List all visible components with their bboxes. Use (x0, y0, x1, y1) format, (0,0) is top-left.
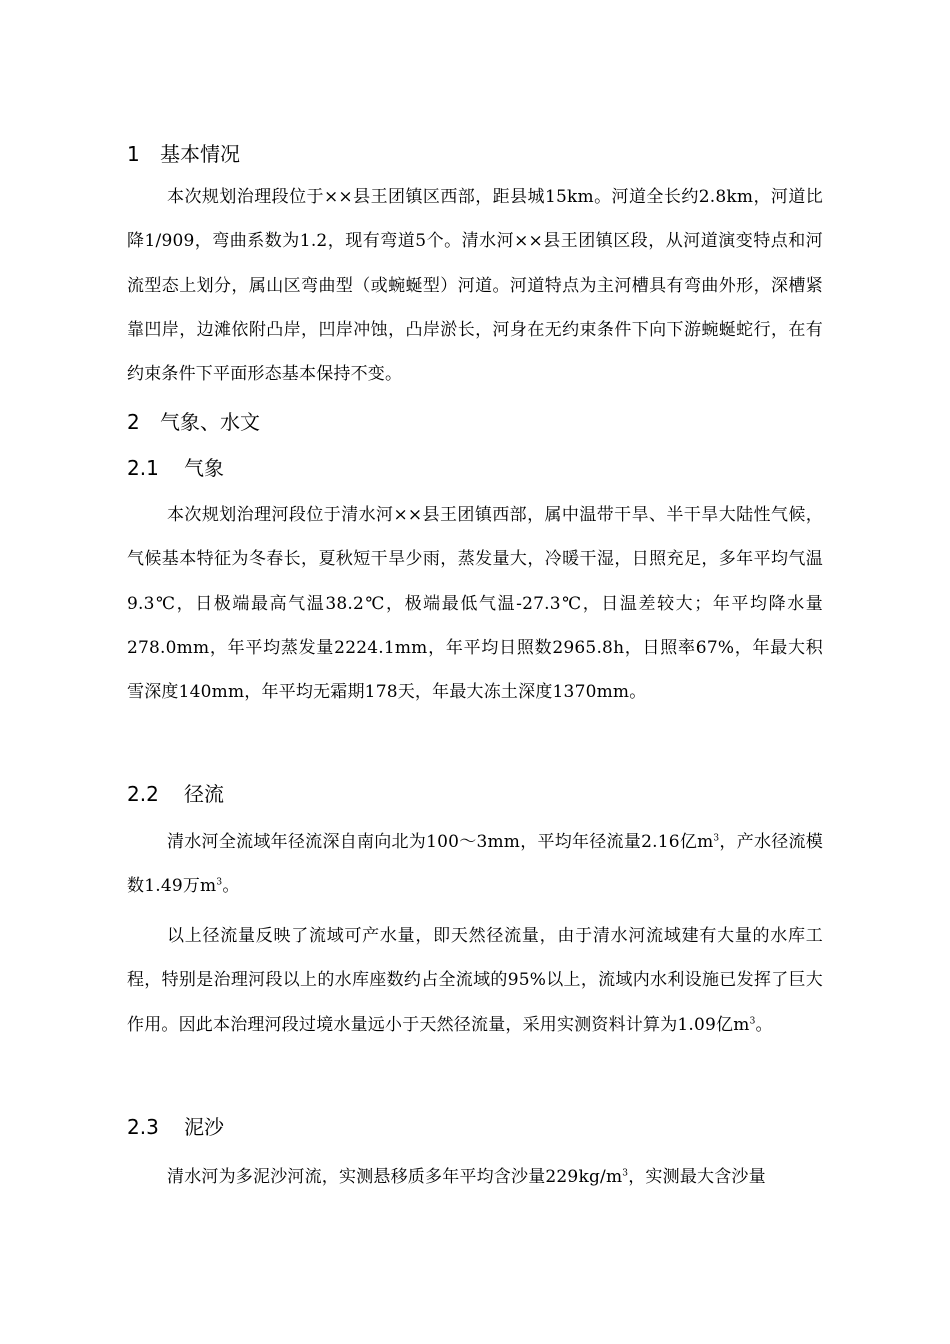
text-run: 。 (755, 1014, 773, 1035)
section-title: 基本情况 (160, 142, 240, 166)
superscript: 3 (713, 833, 720, 844)
text-run: ，实测最大含沙量 (628, 1167, 766, 1187)
superscript: 3 (216, 877, 223, 888)
superscript: 3 (749, 1015, 756, 1026)
section-heading-1 (127, 140, 240, 168)
text-run: 。 (222, 876, 240, 897)
text-run: 清水河为多泥沙河流，实测悬移质多年平均含沙量229kg/m (167, 1167, 623, 1187)
text-run: 清水河全流域年径流深自南向北为100～3mm，平均年径流量2.16亿m (167, 832, 714, 852)
section-heading-2-3 (127, 1113, 224, 1141)
text-run: 以上径流量反映了流域可产水量，即天然径流量，由于清水河流域建有大量的水库工程，特别是治理河段以上的水库座数约占全流域的95%以上，流域内水利设施已发挥了巨大作用。因此本治理河段过境水量远小于天然径流量，采用实测资料计算为1.09亿m (127, 926, 823, 1035)
section-number: 2 (127, 410, 140, 434)
section-heading-2-2 (127, 780, 224, 808)
text-run: ，产水径流模数1.49万m (127, 832, 823, 897)
paragraph-sediment (127, 1155, 823, 1199)
section-heading-2-1 (127, 454, 224, 482)
section-title: 气象、水文 (160, 410, 260, 434)
section-number: 2.2 (127, 782, 159, 806)
superscript: 3 (622, 1168, 629, 1179)
section-heading-2 (127, 408, 260, 436)
section-number: 1 (127, 142, 140, 166)
section-title: 气象 (184, 456, 224, 480)
section-number: 2.1 (127, 456, 159, 480)
section-title: 泥沙 (184, 1115, 224, 1139)
paragraph-climate: 本次规划治理河段位于清水河××县王团镇西部，属中温带干旱、半干旱大陆性气候，气候基本特征为冬春长，夏秋短干旱少雨，蒸发量大，冷暖干湿，日照充足，多年平均气温9.3℃，日极端最高气温38.2℃，极端最低气温-27.3℃，日温差较大；年平均降水量278.0mm，年平均蒸发量2224.1mm，年平均日照数2965.8h，日照率67%，年最大积雪深度140mm，年平均无霜期178天，年最大冻土深度1370mm。 (127, 505, 823, 703)
paragraph-runoff-2 (127, 914, 823, 1047)
section-number: 2.3 (127, 1115, 159, 1139)
section-title: 径流 (184, 782, 224, 806)
paragraph-basic-info: 本次规划治理段位于××县王团镇区西部，距县城15km。河道全长约2.8km，河道比降1/909，弯曲系数为1.2，现有弯道5个。清水河××县王团镇区段，从河道演变特点和河流型态上划分，属山区弯曲型（或蜿蜒型）河道。河道特点为主河槽具有弯曲外形，深槽紧靠凹岸，边滩依附凸岸，凹岸冲蚀，凸岸淤长，河身在无约束条件下向下游蜿蜒蛇行，在有约束条件下平面形态基本保持不变。 (127, 187, 823, 385)
paragraph-runoff-1 (127, 820, 823, 909)
